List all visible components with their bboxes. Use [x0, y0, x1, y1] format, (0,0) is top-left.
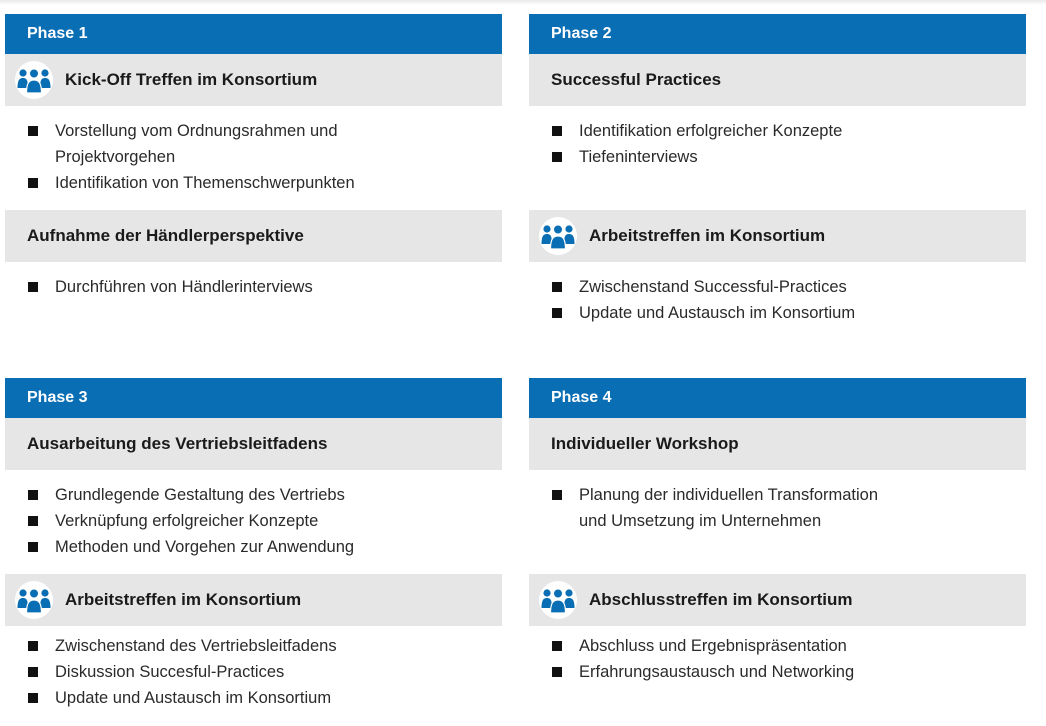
- phase-2-section-1-list: [529, 106, 1026, 170]
- top-shadow-line: [0, 0, 1046, 5]
- phase-3-section-1-header: [5, 418, 502, 470]
- list-item: Update und Austausch im Konsortium: [551, 300, 1026, 326]
- phase-4-section-2-header: [529, 574, 1026, 626]
- phase-2-header: Phase 2: [529, 14, 1026, 54]
- phase-3-section-2-header: [5, 574, 502, 626]
- section-title: Kick-Off Treffen im Konsortium: [65, 70, 318, 89]
- phase-2-panel: [529, 14, 1026, 322]
- phase-3-section-1-list: [5, 470, 502, 560]
- phase-4-section-2-list: [529, 626, 1026, 685]
- phase-2-section-2-header: [529, 210, 1026, 262]
- phase-1-section-1-list: [5, 106, 502, 196]
- list-item: Update und Austausch im Konsortium: [27, 685, 502, 711]
- list-item: Tiefeninterviews: [551, 144, 1026, 170]
- people-group-icon: [539, 217, 577, 255]
- phase-4-section-1-header: [529, 418, 1026, 470]
- phase-4-header: Phase 4: [529, 378, 1026, 418]
- list-item: Methoden und Vorgehen zur Anwendung: [27, 534, 502, 560]
- section-title: Aufnahme der Händlerperspektive: [27, 226, 304, 245]
- list-item: [27, 118, 502, 170]
- phase-4-section-1-list: [529, 470, 1026, 534]
- phase-1-section-1-header: [5, 54, 502, 106]
- list-item-text: Vorstellung vom Ordnungsrahmen und Projektvorgehen: [55, 122, 338, 166]
- phase-4-panel: [529, 378, 1026, 681]
- people-group-icon: [15, 581, 53, 619]
- list-item: Verknüpfung erfolgreicher Konzepte: [27, 508, 502, 534]
- section-title: Successful Practices: [551, 70, 722, 89]
- section-title: Ausarbeitung des Vertriebsleitfadens: [27, 434, 328, 453]
- section-title: Arbeitstreffen im Konsortium: [65, 590, 302, 609]
- list-item: [551, 482, 1026, 534]
- list-item: Zwischenstand des Vertriebsleitfadens: [27, 633, 502, 659]
- list-item: Erfahrungsaustausch und Networking: [551, 659, 1026, 685]
- list-item: Identifikation erfolgreicher Konzepte: [551, 118, 1026, 144]
- list-item: Zwischenstand Successful-Practices: [551, 274, 1026, 300]
- list-item: Abschluss und Ergebnispräsentation: [551, 633, 1026, 659]
- people-group-icon: [15, 61, 53, 99]
- section-title: Abschlusstreffen im Konsortium: [589, 590, 853, 609]
- list-item: Durchführen von Händlerinterviews: [27, 274, 502, 300]
- list-item: Identifikation von Themenschwerpunkten: [27, 170, 502, 196]
- phase-1-section-2-list: [5, 262, 502, 300]
- phase-3-header: Phase 3: [5, 378, 502, 418]
- list-item-text: Planung der individuellen Transformation und Umsetzung im Unternehmen: [579, 486, 879, 530]
- list-item: Grundlegende Gestaltung des Vertriebs: [27, 482, 502, 508]
- phase-3-panel: [5, 378, 502, 707]
- section-title: Arbeitstreffen im Konsortium: [589, 226, 826, 245]
- phase-2-section-2-list: [529, 262, 1026, 326]
- people-group-icon: [539, 581, 577, 619]
- section-title: Individueller Workshop: [551, 434, 739, 453]
- phase-2-section-1-header: [529, 54, 1026, 106]
- phase-1-panel: [5, 14, 502, 296]
- phase-1-section-2-header: [5, 210, 502, 262]
- phase-3-section-2-list: [5, 626, 502, 711]
- phase-1-header: Phase 1: [5, 14, 502, 54]
- list-item: Diskussion Succesful-Practices: [27, 659, 502, 685]
